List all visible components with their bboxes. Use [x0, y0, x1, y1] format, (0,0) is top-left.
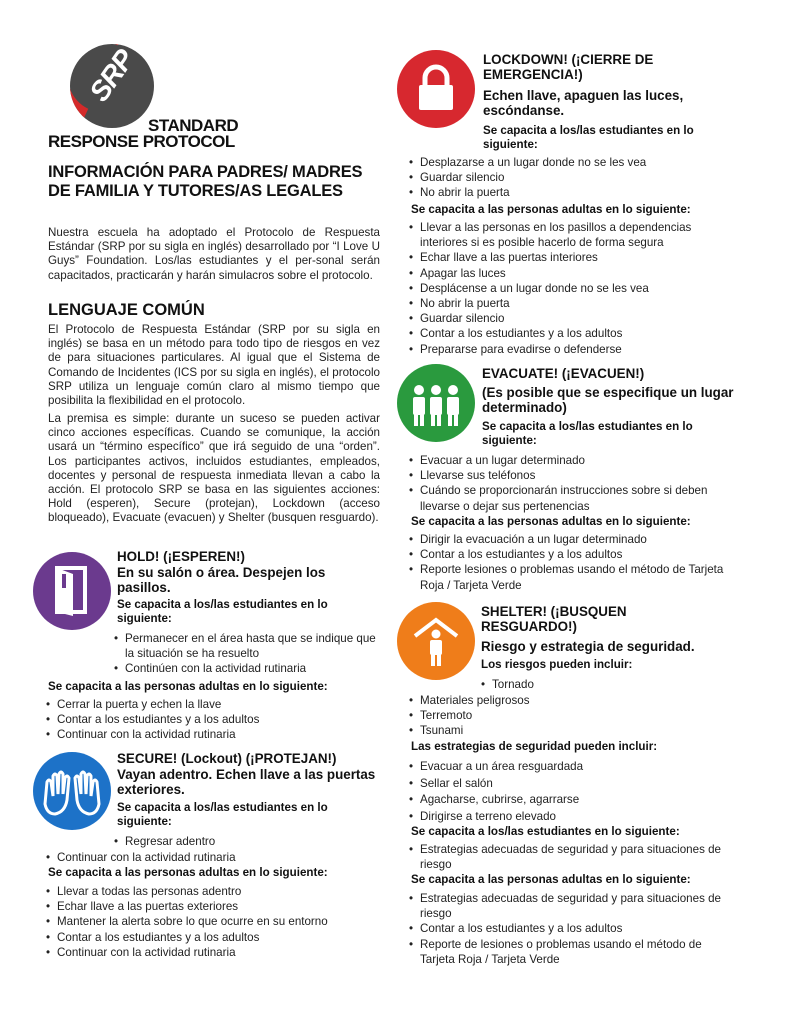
list-item: • Contar a los estudiantes y a los adultos: [46, 712, 376, 727]
list-item: • Continuar con la actividad rutinaria: [46, 850, 376, 865]
list-item: • Reporte lesiones o problemas usando el método de Tarjeta Roja / Tarjeta Verde: [409, 562, 739, 592]
evacuate-students-list: [409, 453, 739, 514]
list-item: • Agacharse, cubrirse, agarrarse: [409, 792, 729, 809]
list-item: • Dirigir la evacuación a un lugar determinado: [409, 532, 739, 547]
secure-subtitle: Vayan adentro. Echen llave a las puertas exteriores.: [117, 767, 376, 797]
list-item: • Continuar con la actividad rutinaria: [46, 727, 376, 742]
secure-adults-list: [46, 884, 376, 960]
secure-students-label: Se capacita a los/las estudiantes en lo siguiente:: [117, 801, 328, 828]
lockdown-subtitle: Echen llave, apaguen las luces, escóndanse.: [483, 88, 684, 118]
evacuate-adults-label: Se capacita a las personas adultas en lo siguiente:: [411, 515, 691, 528]
list-item: • Llevar a todas las personas adentro: [46, 884, 376, 899]
list-item: • Cuándo se proporcionarán instrucciones sobre si deben llevarse o dejar sus pertenencias: [409, 483, 739, 513]
shelter-strategies-label: Las estrategias de seguridad pueden incluir:: [411, 740, 658, 753]
shelter-risks-label: Los riesgos pueden incluir:: [481, 658, 633, 671]
intro-text: Nuestra escuela ha adoptado el Protocolo de Respuesta Estándar (SRP por su sigla en inglés) desarrollado por “I Love U Guys” Foundation. Los/las estudiantes y el per-sonal serán capacitados, practicarán y harán simulacros sobre el protocolo.: [48, 226, 380, 282]
lockdown-students-label: Se capacita a los/las estudiantes en lo siguiente:: [483, 124, 694, 151]
list-item: • Echar llave a las puertas exteriores: [46, 899, 376, 914]
list-item: • Continúen con la actividad rutinaria: [114, 661, 376, 676]
hold-adults-label: Se capacita a las personas adultas en lo siguiente:: [48, 680, 328, 693]
common-language-p2: La premisa es simple: durante un suceso se pueden activar cinco acciones específicas. Cuando se comunique, la acción usará un “término específico” que irá seguido de una “orden”. Los participantes activos, incluidos estudiantes, empleados, docentes y personal de respuesta inmediata llevan a cabo la acción. El protocolo SRP se basa en las siguientes acciones: Hold (esperen), Secure (protejan), Lockdown (acceso bloqueado), Evacuate (evacuen) y Shelter (busquen resguardo).: [48, 412, 380, 525]
lockdown-students-list: [409, 155, 739, 201]
raised-hands-icon: [33, 752, 111, 830]
secure-title: SECURE! (Lockout) (¡PROTEJAN!): [117, 751, 337, 766]
list-item: • Terremoto: [409, 708, 729, 723]
list-item: • Permanecer en el área hasta que se indique que la situación se ha resuelto: [114, 631, 376, 661]
shelter-adults-list: [409, 891, 739, 967]
secure-students-list-b: [46, 850, 376, 865]
shelter-adults-label: Se capacita a las personas adultas en lo siguiente:: [411, 873, 691, 886]
shelter-risks-list-a: [481, 677, 681, 692]
list-item: • No abrir la puerta: [409, 185, 739, 200]
list-item: • Estrategias adecuadas de seguridad y para situaciones de riesgo: [409, 842, 739, 872]
logo-line-1: STANDARD: [148, 116, 239, 135]
shelter-students-list: [409, 842, 739, 872]
list-item: • Contar a los estudiantes y a los adultos: [409, 326, 729, 341]
list-item: • Llevarse sus teléfonos: [409, 468, 739, 483]
lockdown-adults-label: Se capacita a las personas adultas en lo siguiente:: [411, 203, 691, 216]
list-item: • Contar a los estudiantes y a los adultos: [46, 930, 376, 945]
intro-title: INFORMACIÓN PARA PADRES/ MADRES DE FAMILIA Y TUTORES/AS LEGALES: [48, 163, 363, 200]
list-item: • No abrir la puerta: [409, 296, 729, 311]
evacuate-title: EVACUATE! (¡EVACUEN!): [482, 366, 645, 381]
evacuate-adults-list: [409, 532, 739, 593]
hold-adults-list: [46, 697, 376, 743]
list-item: • Desplazarse a un lugar donde no se les vea: [409, 155, 739, 170]
lockdown-title: LOCKDOWN! (¡CIERRE DE EMERGENCIA!): [483, 52, 654, 82]
common-language-title: LENGUAJE COMÚN: [48, 301, 205, 319]
list-item: • Guardar silencio: [409, 311, 729, 326]
hold-title: HOLD! (¡ESPEREN!): [117, 549, 245, 564]
secure-students-list-a: [114, 834, 376, 849]
list-item: • Evacuar a un lugar determinado: [409, 453, 739, 468]
list-item: • Materiales peligrosos: [409, 693, 729, 708]
padlock-icon: [397, 50, 475, 128]
list-item: • Evacuar a un área resguardada: [409, 759, 729, 776]
lockdown-adults-list: [409, 220, 729, 357]
shelter-strategies-list: [409, 759, 729, 825]
shelter-risks-list-b: [409, 693, 729, 739]
list-item: • Estrategias adecuadas de seguridad y para situaciones de riesgo: [409, 891, 739, 921]
hold-icon: [33, 552, 111, 630]
list-item: • Dirigirse a terreno elevado: [409, 809, 729, 826]
list-item: • Continuar con la actividad rutinaria: [46, 945, 376, 960]
list-item: • Prepararse para evadirse o defenderse: [409, 342, 729, 357]
list-item: • Apagar las luces: [409, 266, 729, 281]
common-language-p1: El Protocolo de Respuesta Estándar (SRP por su sigla en inglés) se basa en un método para todo tipo de riesgos en vez de para situaciones particulares. Al igual que el Sistema de Comando de Incidentes (ICS por su sigla en inglés), el protocolo SRP utiliza un lenguaje común claro al mismo tiempo que posibilita la flexibilidad en el protocolo.: [48, 323, 380, 408]
shelter-subtitle: Riesgo y estrategia de seguridad.: [481, 639, 695, 654]
hold-students-label: Se capacita a los/las estudiantes en lo siguiente:: [117, 598, 328, 625]
list-item: • Mantener la alerta sobre lo que ocurre en su entorno: [46, 914, 376, 929]
logo-line-2: RESPONSE PROTOCOL: [48, 132, 235, 151]
list-item: • Reporte de lesiones o problemas usando el método de Tarjeta Roja / Tarjeta Verde: [409, 937, 739, 967]
shelter-title: SHELTER! (¡BUSQUEN RESGUARDO!): [481, 604, 627, 634]
shelter-person-icon: [397, 602, 475, 680]
list-item: • Contar a los estudiantes y a los adultos: [409, 547, 739, 562]
list-item: • Tornado: [481, 677, 681, 692]
shelter-students-label: Se capacita a los/las estudiantes en lo siguiente:: [411, 825, 680, 838]
list-item: • Contar a los estudiantes y a los adultos: [409, 921, 739, 936]
evacuate-subtitle: (Es posible que se especifique un lugar determinado): [482, 385, 734, 415]
secure-adults-label: Se capacita a las personas adultas en lo siguiente:: [48, 866, 328, 879]
list-item: • Llevar a las personas en los pasillos a dependencias interiores si es posible hacerlo de forma segura: [409, 220, 729, 250]
list-item: • Sellar el salón: [409, 776, 729, 793]
srp-logo-mark: SRP: [70, 44, 154, 128]
list-item: • Cerrar la puerta y echen la llave: [46, 697, 376, 712]
list-item: • Tsunami: [409, 723, 729, 738]
list-item: • Guardar silencio: [409, 170, 739, 185]
list-item: • Desplácense a un lugar donde no se les vea: [409, 281, 729, 296]
list-item: • Echar llave a las puertas interiores: [409, 250, 729, 265]
people-group-icon: [397, 364, 475, 442]
srp-logo: [48, 44, 268, 152]
hold-students-list: [114, 631, 376, 677]
hold-subtitle: En su salón o área. Despejen los pasillos.: [117, 565, 326, 595]
list-item: • Regresar adentro: [114, 834, 376, 849]
evacuate-students-label: Se capacita a los/las estudiantes en lo siguiente:: [482, 420, 693, 447]
